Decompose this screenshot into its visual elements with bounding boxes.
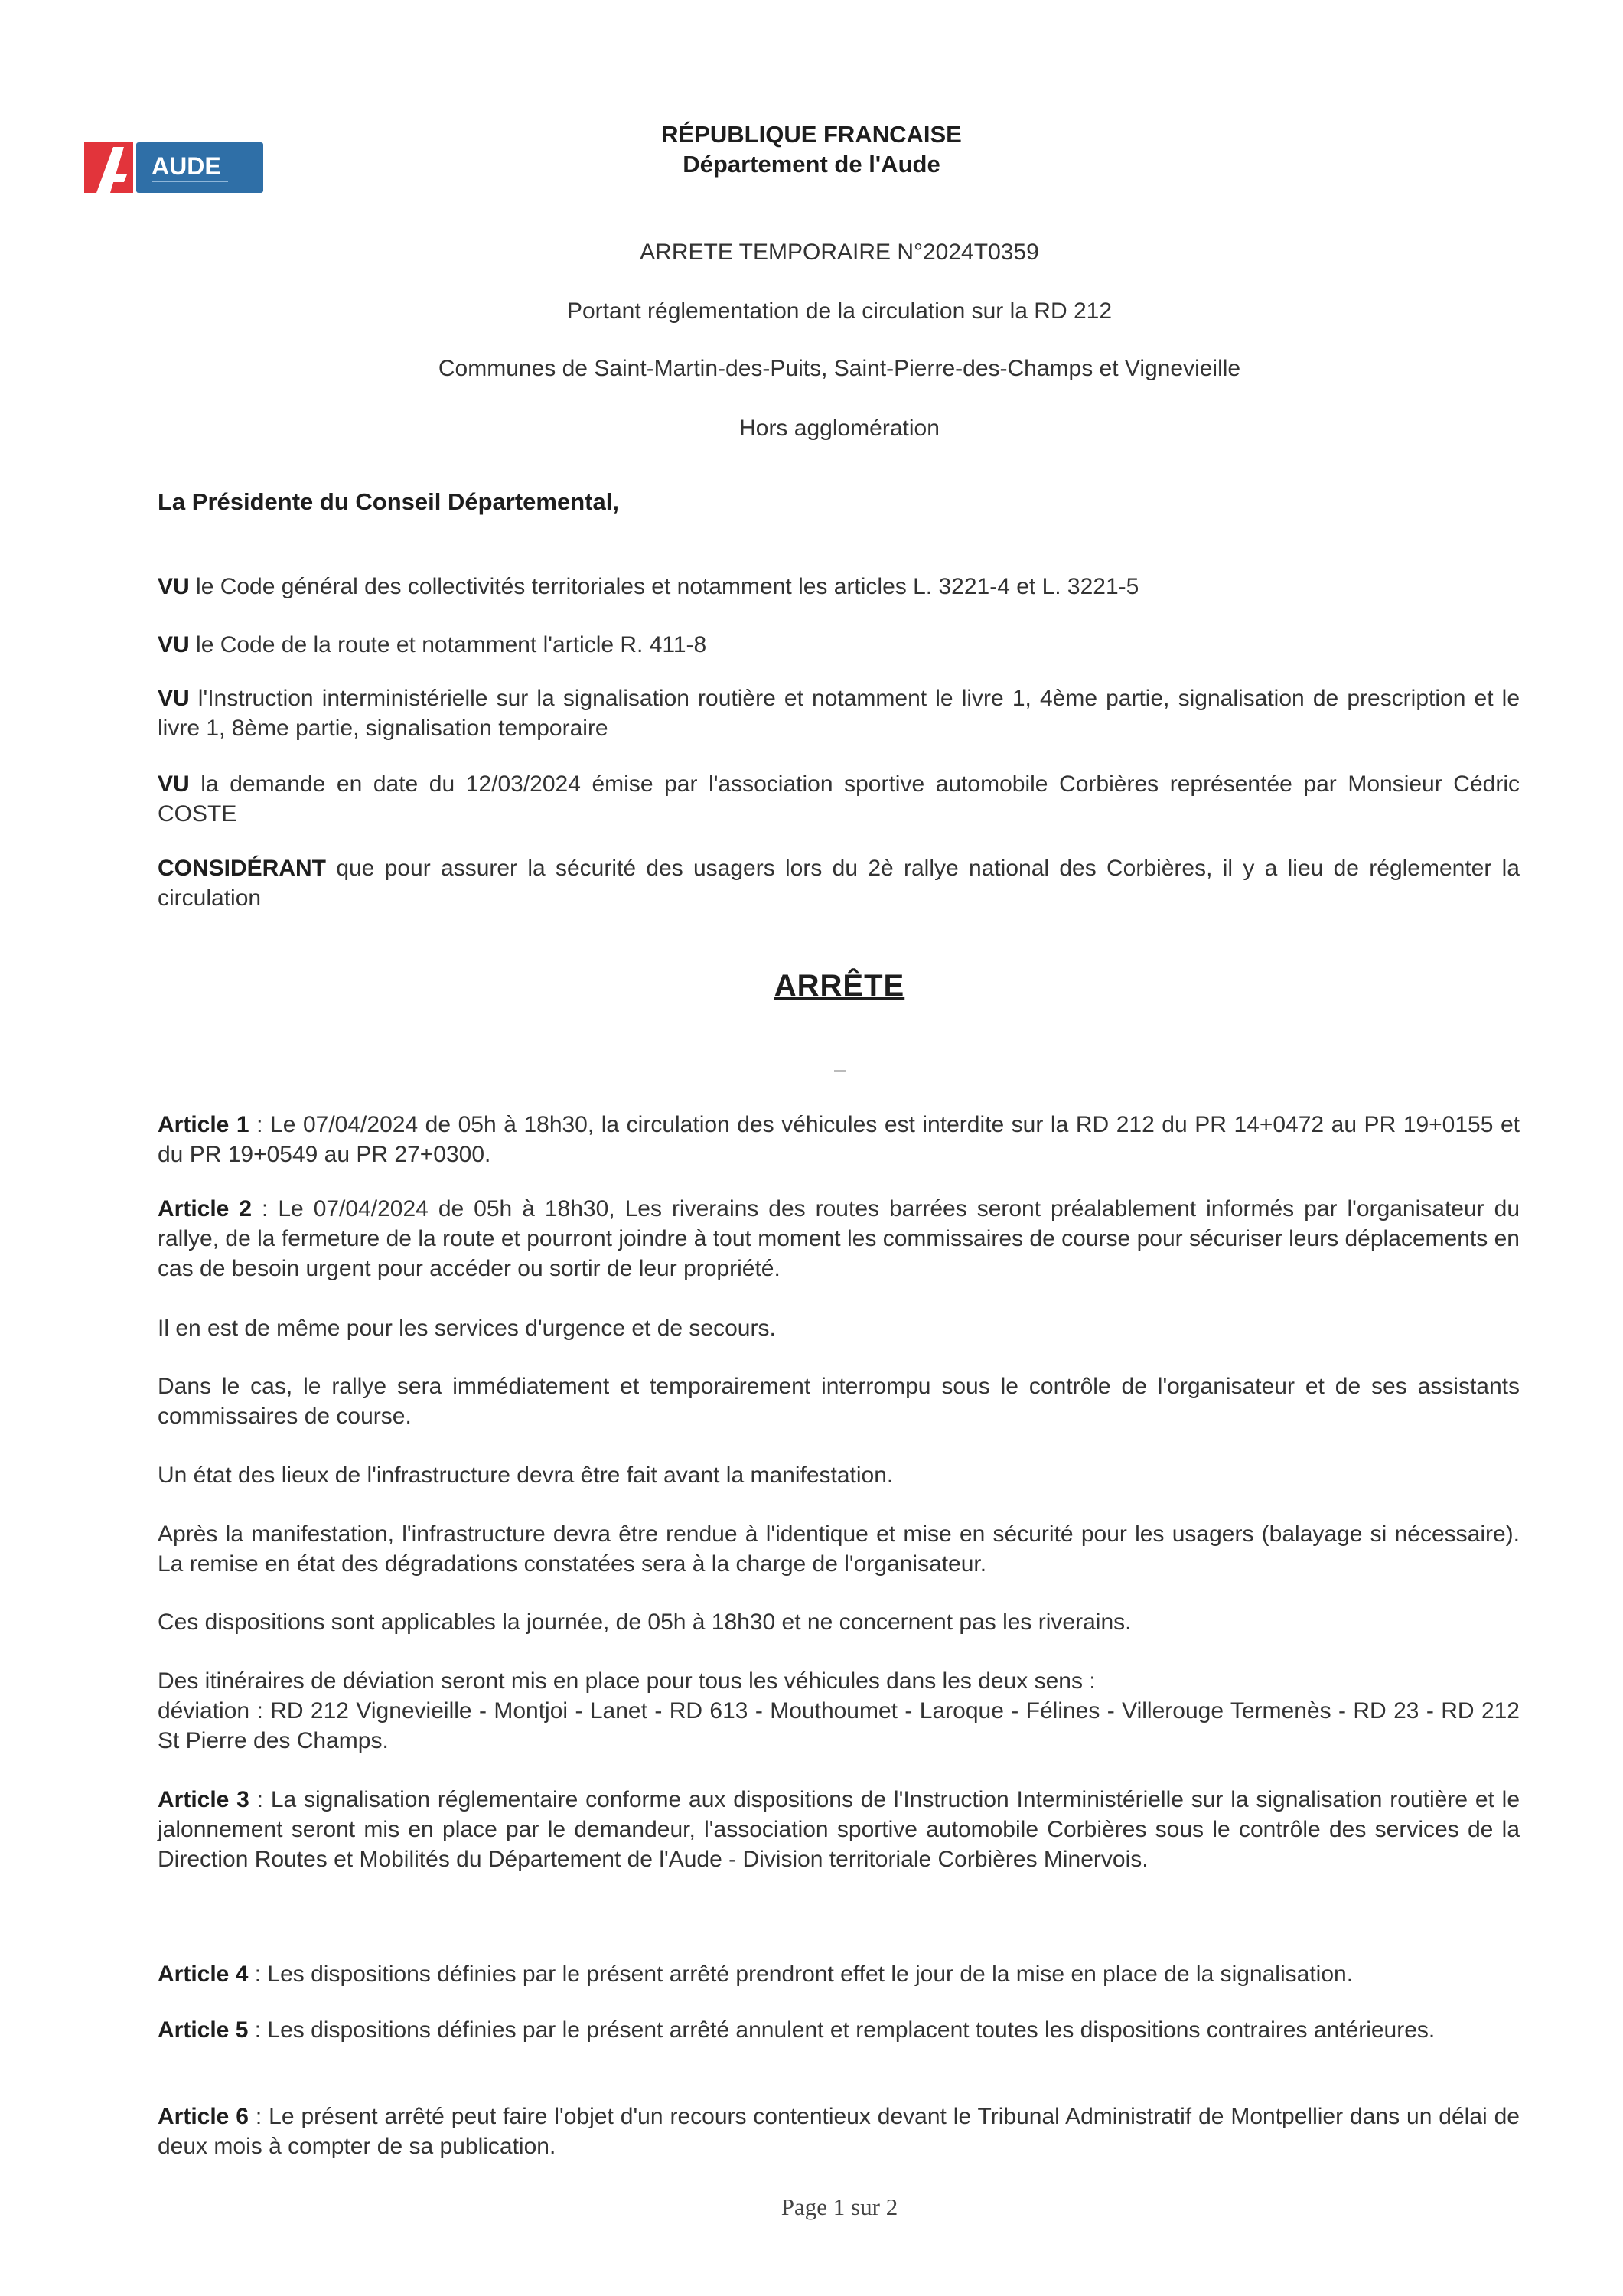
deviation-intro: Des itinéraires de déviation seront mis en place pour tous les véhicules dans les deux sens : [158, 1668, 1096, 1694]
decree-title: ARRETE TEMPORAIRE N°2024T0359 [640, 240, 1039, 265]
vu-paragraph [158, 572, 1520, 602]
vu-text: le Code de la route et notamment l'article R. 411-8 [189, 632, 707, 657]
vu-text: l'Instruction interministérielle sur la signalisation routière et notamment le livre 1, 4ème partie, signalisation de prescription et le livre 1, 8ème partie, signalisation temporaire [158, 686, 1520, 741]
deviation-route: déviation : RD 212 Vignevieille - Montjoi - Lanet - RD 613 - Mouthoumet - Laroque - Félines - Villerouge Termenès - RD 23 - RD 212 St Pierre des Champs. [158, 1698, 1520, 1753]
article-text: : Le 07/04/2024 de 05h à 18h30, la circulation des véhicules est interdite sur la RD 212 du PR 14+0472 au PR 19+0155 et du PR 19+0549 au PR 27+0300. [158, 1112, 1520, 1167]
article-label: Article 5 [158, 2017, 249, 2043]
republic-header: RÉPUBLIQUE FRANCAISE [661, 121, 962, 148]
article-2-paragraph: Dans le cas, le rallye sera immédiatement et temporairement interrompu sous le contrôle de l'organisateur et de ses assistants commissaires de course. [158, 1374, 1520, 1429]
article-2-paragraph: Après la manifestation, l'infrastructure devra être rendue à l'identique et mise en sécurité pour les usagers (balayage si nécessaire). La remise en état des dégradations constatées sera à la charge de l'organisateur. [158, 1521, 1520, 1577]
considerant-text: que pour assurer la sécurité des usagers lors du 2è rallye national des Corbières, il y a lieu de réglementer la circulation [158, 856, 1520, 911]
article-6 [158, 2102, 1520, 2161]
decree-subtitle-regulation: Portant réglementation de la circulation sur la RD 212 [566, 298, 1113, 324]
vu-text: le Code général des collectivités territoriales et notamment les articles L. 3221-4 et L. 3221-5 [189, 574, 1139, 599]
considerant-paragraph [158, 853, 1520, 913]
article-text: : Le présent arrêté peut faire l'objet d'un recours contentieux devant le Tribunal Administratif de Montpellier dans un délai de deux mois à compter de sa publication. [158, 2104, 1520, 2159]
separator-mark [834, 1070, 846, 1072]
article-1 [158, 1110, 1520, 1169]
arrete-heading: ARRÊTE [774, 969, 905, 1003]
vu-label: VU [158, 632, 190, 657]
department-header: Département de l'Aude [683, 151, 940, 178]
article-2-paragraph: Ces dispositions sont applicables la journée, de 05h à 18h30 et ne concernent pas les riverains. [158, 1609, 1132, 1635]
vu-text: la demande en date du 12/03/2024 émise par l'association sportive automobile Corbières représentée par Monsieur Cédric COSTE [158, 771, 1520, 827]
vu-label: VU [158, 771, 190, 797]
article-label: Article 6 [158, 2104, 249, 2129]
article-4 [158, 1959, 1520, 1989]
article-text: : Le 07/04/2024 de 05h à 18h30, Les riverains des routes barrées seront préalablement informés par l'organisateur du rallye, de la fermeture de la route et pourront joindre à tout moment les commissaires de course pour sécuriser leurs déplacements en cas de besoin urgent pour accéder ou sortir de leur propriété. [158, 1196, 1520, 1281]
vu-label: VU [158, 574, 190, 599]
article-label: Article 4 [158, 1962, 249, 1987]
decree-subtitle-location: Hors agglomération [739, 416, 940, 441]
vu-paragraph [158, 769, 1520, 829]
decree-subtitle-communes: Communes de Saint-Martin-des-Puits, Saint-Pierre-des-Champs et Vignevieille [438, 356, 1241, 381]
vu-paragraph [158, 630, 1520, 660]
article-2-paragraph: Un état des lieux de l'infrastructure devra être fait avant la manifestation. [158, 1463, 894, 1488]
article-text: : Les dispositions définies par le présent arrêté annulent et remplacent toutes les dispositions contraires antérieures. [248, 2017, 1436, 2043]
article-label: Article 3 [158, 1787, 249, 1812]
article-label: Article 2 [158, 1196, 253, 1221]
article-text: : Les dispositions définies par le présent arrêté prendront effet le jour de la mise en place de la signalisation. [248, 1962, 1354, 1987]
page-number: Page 1 sur 2 [781, 2193, 898, 2220]
president-line: La Présidente du Conseil Départemental, [158, 488, 619, 515]
vu-label: VU [158, 686, 190, 711]
article-5 [158, 2015, 1520, 2045]
article-3 [158, 1785, 1520, 1874]
logo-text: AUDE [152, 152, 221, 180]
article-text: : La signalisation réglementaire conforme aux dispositions de l'Instruction Interministérielle sur la signalisation routière et le jalonnement seront mis en place par le demandeur, l'association sportive automobile Corbières sous le contrôle des services de la Direction Routes et Mobilités du Département de l'Aude - Division territoriale Corbières Minervois. [158, 1787, 1520, 1872]
vu-paragraph [158, 683, 1520, 743]
article-2 [158, 1194, 1520, 1283]
article-2-paragraph: Il en est de même pour les services d'urgence et de secours. [158, 1316, 776, 1341]
article-label: Article 1 [158, 1112, 249, 1137]
considerant-label: CONSIDÉRANT [158, 856, 327, 881]
